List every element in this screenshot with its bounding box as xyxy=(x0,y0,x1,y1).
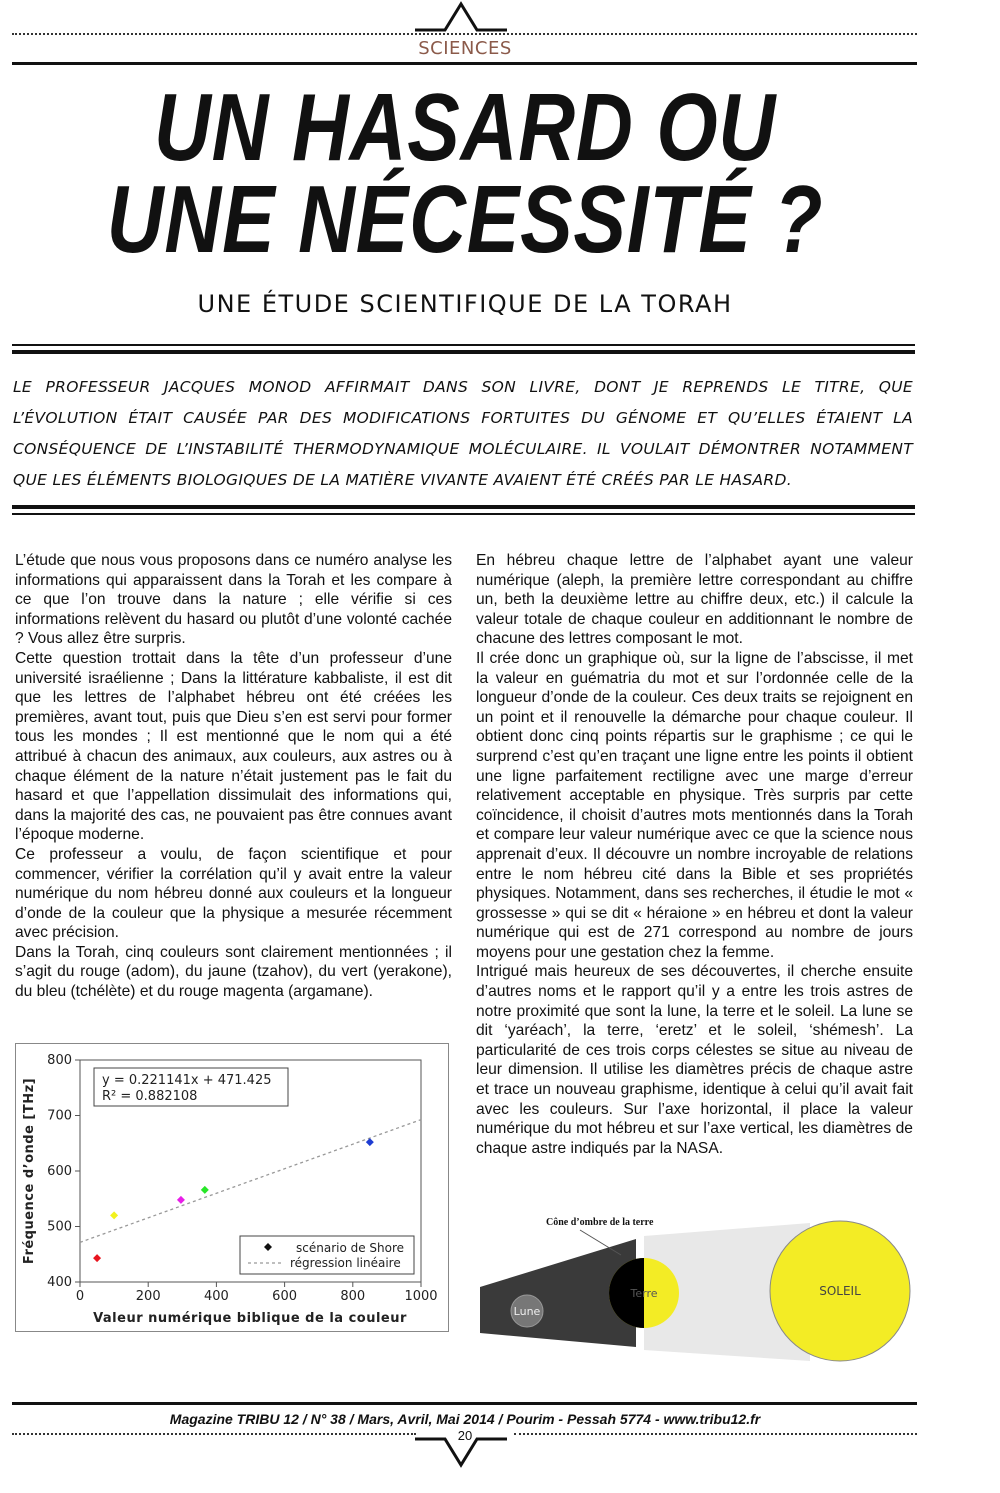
body-paragraph: Cette question trottait dans la tête d’un professeur d’une université israélienne ; Dans la littérature kabbaliste, il est dit que les lettres de l’alphabet hébreu ont été créées les premières, avant tout, puis que Dieu s’en est servi pour former tous les mondes ; Il est mentionné que le nom qui a été attribué à chacun des animaux, aux couleurs, aux astres ou à chaque élément de la nature n’était justement pas le fait du hasard et que l’appellation dissimulait des informations qui, dans la majorité des cas, ne pouvaient pas être connues avant l’époque moderne. xyxy=(15,649,452,844)
y-tick-label: 800 xyxy=(47,1053,72,1068)
page-title: UN HASARD OU UNE NÉCESSITÉ ? xyxy=(106,74,824,273)
earth-label: Terre xyxy=(630,1287,658,1300)
legend-item-points: scénario de Shore xyxy=(296,1241,405,1255)
body-paragraph: Ce professeur a voulu, de façon scientifique et pour commencer, vérifier la corrélation qu’il y avait entre la valeur numérique du nom hébreu donné aux couleurs et la longueur d’onde de la couleur que la physique a mesurée récemment avec précision. xyxy=(15,845,452,942)
footer-chevron-ornament xyxy=(415,1435,515,1471)
legend-item-regression: régression linéaire xyxy=(290,1256,401,1270)
equation-label: y = 0.221141x + 471.425 xyxy=(102,1073,272,1088)
x-tick-label: 200 xyxy=(135,1289,161,1304)
color-frequency-chart xyxy=(15,1043,449,1332)
chart-canvas xyxy=(16,1044,448,1331)
intro-rule-top xyxy=(12,344,915,346)
body-paragraph: Dans la Torah, cinq couleurs sont clairement mentionnées ; il s’agit du rouge (adom), du jaune (tzahov), du vert (yerakone), du bleu (tchélète) et du rouge magenta (argamane). xyxy=(15,943,452,1001)
x-tick-label: 0 xyxy=(75,1289,85,1304)
x-tick-label: 400 xyxy=(203,1289,229,1304)
x-tick-label: 800 xyxy=(340,1289,366,1304)
page-number: 20 xyxy=(457,1428,473,1443)
body-paragraph: Il crée donc un graphique où, sur la ligne de l’abscisse, il met la valeur en guématria du mot et sur l’ordonnée celle de la longueur d’onde de la couleur. Ces deux traits se rejoignent en un point et il renouvelle la démarche pour chaque couleur. Il obtient donc cinq points répartis sur le graphisme ; ce qui le surprend c’est qu’en traçant une ligne entre les points il obtient une ligne parfaitement rectiligne avec une marge d’erreur relativement acceptable en physique. Très surpris par cette coïncidence, il choisit d’autres mots mentionnés dans la Torah et compare leur valeur numérique avec ce que la science nous apprenait d’eux. Il découvre un nombre incroyable de relations entre le nom hébreu cité dans la Bible et ses propriétés physiques. Notamment, dans ses recherches, il étudie le mot « grossesse » qui se dit « héraione » en hébreu et dont la valeur numérique qui est de 271 correspond au nombre de jours moyens pour une gestation chez la femme. xyxy=(476,649,913,961)
eclipse-illustration xyxy=(476,1195,914,1367)
body-paragraph: L’étude que nous vous proposons dans ce numéro analyse les informations qui apparaissent dans la Torah et les compare à ce que l’on trouve dans la nature ; elle vérifie si ces informations relèvent du hasard ou plutôt d’une volonté cachée ? Vous allez être surpris. xyxy=(15,552,452,648)
y-tick-label: 600 xyxy=(47,1164,72,1179)
x-axis-title: Valeur numérique biblique de la couleur xyxy=(93,1311,407,1326)
footer-rule xyxy=(12,1402,917,1405)
y-tick-label: 700 xyxy=(47,1108,72,1124)
section-label: SCIENCES xyxy=(418,38,512,59)
footer-credit: Magazine TRIBU 12 / N° 38 / Mars, Avril, Mai 2014 / Pourim - Pessah 5774 - www.tribu12.fr xyxy=(169,1411,761,1427)
y-tick-label: 400 xyxy=(47,1275,72,1290)
intro-paragraph: LE PROFESSEUR JACQUES MONOD AFFIRMAIT DANS SON LIVRE, DONT JE REPRENDS LE TITRE, QUE L’ÉVOLUTION ÉTAIT CAUSÉE PAR DES MODIFICATIONS FORTUITES DU GÉNOME ET QU’ELLES ÉTAIENT LA CONSÉQUENCE DE L’INSTABILITÉ THERMODYNAMIQUE MOLÉCULAIRE. IL VOULAIT DÉMONTRER NOTAMMENT QUE LES ÉLÉMENTS BIOLOGIQUES DE LA MATIÈRE VIVANTE AVAIENT ÉTÉ CRÉÉS PAR LE HASARD. xyxy=(13,378,913,489)
header-dotted-rule xyxy=(12,33,917,35)
intro-rule-bottom xyxy=(12,513,915,515)
y-tick-label: 500 xyxy=(47,1219,72,1235)
shadow-cone-caption: Cône d’ombre de la terre xyxy=(546,1217,654,1228)
left-column xyxy=(15,551,452,1002)
intro-rule-top-thick xyxy=(12,350,915,354)
header-rule xyxy=(12,62,917,65)
body-paragraph: En hébreu chaque lettre de l’alphabet ayant une valeur numérique (aleph, la première lettre correspondant au chiffre un, beth la deuxième lettre au chiffre deux, etc.) il calcule la valeur totale de chaque couleur en additionnant le nombre de chacune des lettres composant le mot. xyxy=(476,552,913,648)
x-tick-label: 1000 xyxy=(404,1289,438,1304)
page-subtitle: UNE ÉTUDE SCIENTIFIQUE DE LA TORAH xyxy=(197,290,733,318)
x-tick-label: 600 xyxy=(272,1289,298,1304)
moon-label: Lune xyxy=(513,1305,541,1318)
sun-label: SOLEIL xyxy=(819,1284,861,1298)
y-axis-title: Fréquence d’onde [THz] xyxy=(22,1077,37,1265)
body-paragraph: Intrigué mais heureux de ses découvertes, il cherche ensuite d’autres noms et le rapport qu’il y a entre les trois astres de notre proximité que sont la lune, la terre et le soleil. La lune se dit ‘yaréach’, la terre, ‘eretz’ et le soleil, ‘shémesh’. La particularité de ces trois corps célestes se situe au niveau de leur dimension. Il utilise les diamètres précis de chaque astre et trace un nouveau graphisme, identique à celui qu’il avait fait avec les couleurs. Sur l’axe horizontal, il place la valeur numérique du mot hébreu et sur l’axe vertical, les diamètres de chaque astre indiqués par la NASA. xyxy=(476,963,913,1157)
right-column xyxy=(476,551,913,1158)
r2-label: R² = 0.882108 xyxy=(102,1089,198,1104)
intro-rule-bottom-thick xyxy=(12,505,915,509)
